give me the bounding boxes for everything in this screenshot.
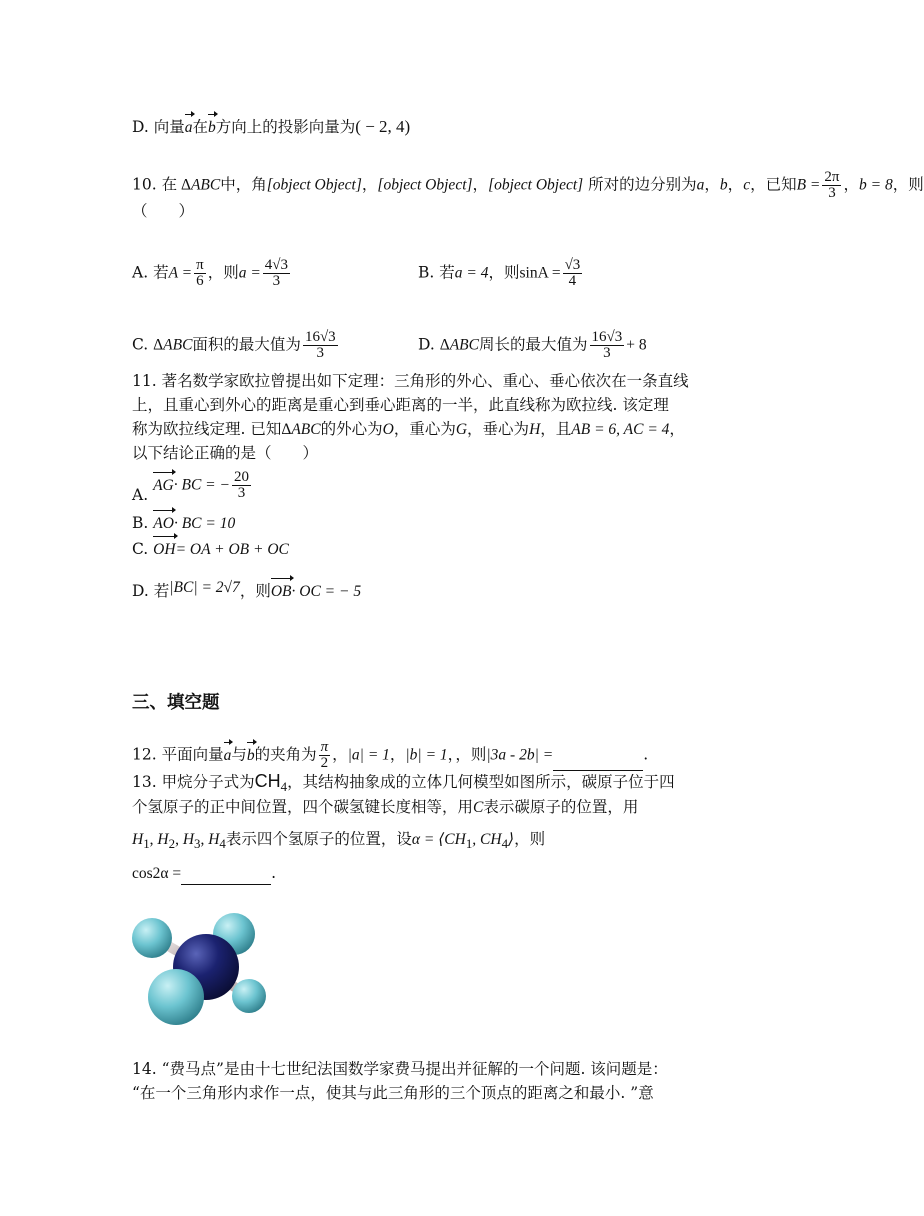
q11-stem-line3: 称为欧拉线定理. 已知ΔABC的外心为O，重心为G，垂心为H，且AB = 6, AC = 4， <box>132 420 685 438</box>
q10-option-d: D. ΔABC周长的最大值为 $\frac{16√3}{3}$ + 8 <box>418 329 647 361</box>
q11-option-a: A. AG· BC = − $\frac{20}{3}$ <box>132 469 249 504</box>
q12-stem: 12. 平面向量a与b的夹角为 $\frac{\pi}{2}$ ，|a| = 1，|b| = 1，，则|3a - 2b| = . <box>132 739 649 771</box>
q12-answer-blank[interactable] <box>553 756 643 771</box>
q11-option-d: D. 若|BC| = 2√7，则OB· OC = − 5 <box>132 580 361 603</box>
q10-option-a: A. 若A = $\frac{\pi}{6}$ ，则a = $\frac{4√3}{3}$ <box>132 257 289 289</box>
q10-option-b: B. 若a = 4，则sinA = $\frac{√3}{4}$ <box>418 257 581 289</box>
hydrogen-atom-4 <box>148 969 204 1025</box>
q10-stem-line1: 10. 在 ΔABC中，角[object Object]，[object Object]，[object Object] 所对的边分别为a，b，c，已知B = $\frac{2\pi}{3}$ ，b = 8，则 <box>132 169 924 201</box>
q13-answer-blank[interactable] <box>181 870 271 885</box>
methane-molecule-figure <box>128 905 273 1033</box>
q13-stem-line1: 13. 甲烷分子式为$CH_4$，其结构抽象成的立体几何模型如图所示，碳原子位于四 <box>132 771 675 795</box>
q11-stem-line2: 上，且重心到外心的距离是重心到垂心距离的一半，此直线称为欧拉线. 该定理 <box>132 396 669 414</box>
hydrogen-atom-3 <box>232 979 266 1013</box>
hydrogen-atom-2 <box>132 918 172 958</box>
q13-stem-line2: 个氢原子的正中间位置，四个碳氢键长度相等，用C表示碳原子的位置，用 <box>132 798 639 816</box>
q14-stem-line2: “在一个三角形内求作一点，使其与此三角形的三个顶点的距离之和最小. ”意 <box>132 1084 654 1102</box>
q13-stem-line4: cos2α = . <box>132 862 276 885</box>
q13-stem-line3: $H_1$, $H_2$, $H_3$, $H_4$表示四个氢原子的位置，设$\alpha = ⟨CH_1$, $CH_4⟩$，则 <box>132 830 546 852</box>
section-heading-fill-blank: 三、填空题 <box>132 693 220 713</box>
q9-option-d: D. 向量a在b方向上的投影向量为( − 2, 4) <box>132 116 410 139</box>
q11-stem-line4: 以下结论正确的是（ ） <box>132 444 319 462</box>
q10-fraction-2pi-3: $\frac{2\pi}{3}$ <box>824 169 840 201</box>
q11-stem-line1: 11. 著名数学家欧拉曾提出如下定理：三角形的外心、重心、垂心依次在一条直线 <box>132 372 689 390</box>
q10-option-c: C. ΔABC面积的最大值为 $\frac{16√3}{3}$ <box>132 329 336 361</box>
q14-stem-line1: 14. “费马点”是由十七世纪法国数学家费马提出并征解的一个问题. 该问题是： <box>132 1060 668 1078</box>
q10-answer-paren: （ ） <box>132 202 195 220</box>
q11-option-c: C. OH= OA + OB + OC <box>132 538 289 561</box>
q11-option-b: B. AO· BC = 10 <box>132 512 235 535</box>
